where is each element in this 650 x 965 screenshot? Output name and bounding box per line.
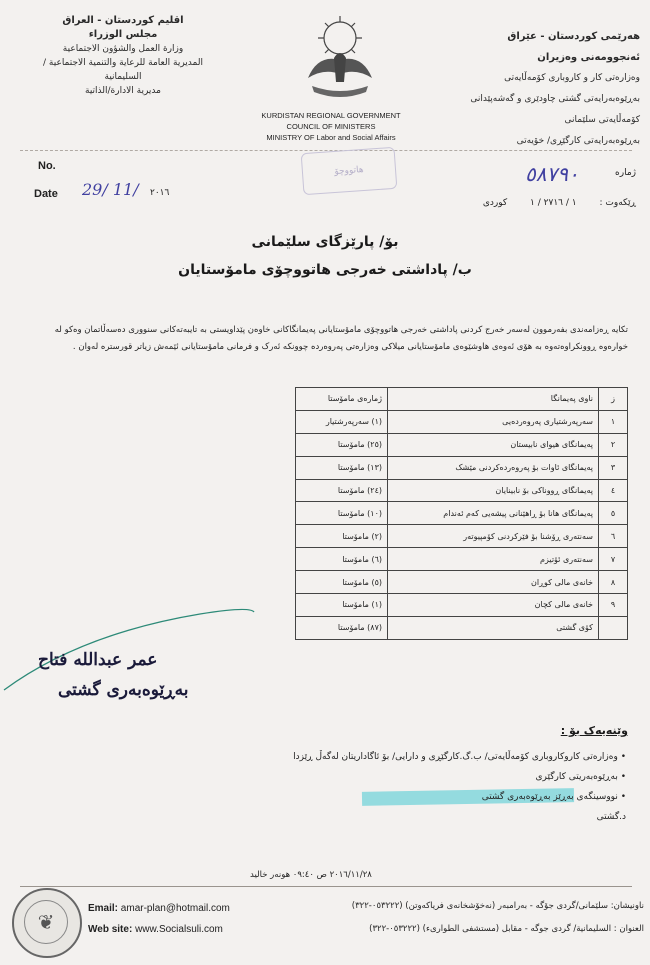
table-row — [296, 548, 628, 571]
table-row — [296, 525, 628, 548]
table-row — [296, 433, 628, 456]
header-left-line: مجلس الوزراء — [88, 29, 158, 40]
row-number-cell: ١ — [599, 410, 628, 433]
institute-name-cell: پەیمانگای هانا بۆ ڕاهێنانی پیشەیی کەم ئەندام — [388, 502, 599, 525]
teacher-count-cell: (١) مامۆستا — [296, 594, 388, 617]
header-left-line: المديرية العامة للرعاية والتنمية الاجتماعية / — [43, 58, 203, 68]
teacher-count-cell: (٦) مامۆستا — [296, 548, 388, 571]
footer-address-arabic: العنوان : السليمانية/ گردی جوگە - مقابل (مستشفى الطوارىء) (٠٥٣٢٢٢-٣٢٢) — [369, 924, 644, 934]
header-arabic — [8, 14, 238, 98]
header-right-line: کۆمەڵایەتی سلێمانی — [564, 115, 640, 125]
teacher-count-cell: (٢٤) مامۆستا — [296, 479, 388, 502]
footer-email: Email: amar-plan@hotmail.com — [88, 903, 230, 914]
teacher-count-cell: (٢٥) مامۆستا — [296, 433, 388, 456]
reference-date-value: ١ / ٢٧١٦ / ١ — [530, 198, 577, 208]
row-number-cell: ٢ — [599, 433, 628, 456]
table-row — [296, 502, 628, 525]
teacher-count-cell: (٢) مامۆستا — [296, 525, 388, 548]
header-right-line: وەزارەتی کار و کاروباری کۆمەڵایەتی — [504, 73, 640, 83]
institute-name-cell: پەیمانگای هیوای نابیستان — [388, 433, 599, 456]
print-timestamp: ٢٠١٦/١١/٢٨ ص ٠٩:٤٠ هونەر خالید — [250, 870, 372, 880]
table-row — [296, 594, 628, 617]
letter-subject: ب/ پاداشتی خەرجی هاتووچۆی مامۆستایان — [178, 262, 472, 278]
reference-number-handwritten: ٥٨٧٩٠ — [525, 162, 579, 186]
institute-name-cell: پەیمانگای ڕووناکی بۆ نابینایان — [388, 479, 599, 502]
table-row — [296, 456, 628, 479]
copy-item: د.گشتی — [596, 812, 626, 822]
reference-date-row — [483, 198, 636, 208]
header-right-line: بەڕێوەبەرایەتی کارگێڕی/ خۆیەتی — [516, 136, 640, 146]
date-handwritten: 29/ 11/ — [82, 180, 139, 199]
eagle-sun-emblem-icon — [298, 12, 383, 102]
signatory-title: بەڕێوەبەری گشتی — [58, 680, 189, 700]
institute-name-cell: ناوی پەیمانگا — [388, 388, 599, 411]
teacher-count-cell: (١٠) مامۆستا — [296, 502, 388, 525]
row-number-cell: ز — [599, 388, 628, 411]
addressee-to: بۆ/ پارێزگای سلێمانی — [251, 234, 399, 250]
teacher-count-cell: (٨٧) مامۆستا — [296, 616, 388, 639]
institute-name-cell: سەنتەری ئۆتیزم — [388, 548, 599, 571]
gov-line: COUNCIL OF MINISTERS — [286, 122, 376, 131]
government-title — [236, 110, 426, 143]
teacher-count-cell: ژمارەی مامۆستا — [296, 388, 388, 411]
teacher-count-cell: (١) سەرپەرشتیار — [296, 410, 388, 433]
row-number-cell: ٩ — [599, 594, 628, 617]
reference-date-label: ڕێکەوت : — [599, 198, 636, 208]
body-paragraph: تکایە ڕەزامەندی بفەرموون لەسەر خەرج کردنی پاداشتی خەرجی هاتووچۆی مامۆستایانی پەیمانگاکانی خاوەن پێداویستی بە تایبەتەکانی سنووری دەسەڵاتمان وەکو لە خوارەوە ڕوونکراوەتەوە بە هۆی ئەوەی هاوشێوەی مامۆستایانی میلاکی وەزارەتی پەروەردە چوونکە ئەرک و فرمانی مامۆستایانی ئێمەش زیاتر قورسترە لەوان . — [54, 325, 628, 352]
table-row — [296, 410, 628, 433]
received-stamp: هاتووچۆ — [301, 147, 398, 195]
table-header-row — [296, 388, 628, 411]
institutes-table — [295, 387, 628, 640]
signatory-name: عمر عبدالله فتاح — [38, 650, 158, 670]
header-left-line: اقليم كوردستان - العراق — [62, 15, 184, 26]
header-right-line: ئەنجوومەنی وەزیران — [537, 52, 640, 63]
header-left-line: وزارة العمل والشؤون الاجتماعية — [62, 44, 184, 54]
row-number-cell: ٦ — [599, 525, 628, 548]
row-number-cell: ٣ — [599, 456, 628, 479]
copy-item: • بەڕێوەبەریتی کارگێری — [535, 772, 626, 782]
row-number-cell: ٨ — [599, 571, 628, 594]
institute-name-cell: کۆی گشتی — [388, 616, 599, 639]
gov-line: MINISTRY OF Labor and Social Affairs — [266, 133, 396, 142]
footer-address-kurdish: ناونیشان: سلێمانی/گردی جۆگە - بەرامبەر (نەخۆشخانەی فریاکەوتن) (٠٥٣٢٢٢-٣٢٢) — [351, 901, 644, 911]
header-right-line: هەرێمی کوردستان - عێراق — [507, 31, 640, 42]
teacher-count-cell: (١٣) مامۆستا — [296, 456, 388, 479]
copies-title: وێنەیەک بۆ : — [560, 724, 628, 737]
table-row — [296, 571, 628, 594]
table-row — [296, 616, 628, 639]
institute-name-cell: سەرپەرشتیاری پەروەردەیی — [388, 410, 599, 433]
copy-item: • نووسینگەی بەڕێز بەڕێوەبەری گشتی — [481, 792, 626, 802]
reference-date-suffix: کوردی — [482, 198, 508, 208]
row-number-cell: ٤ — [599, 479, 628, 502]
table-row — [296, 479, 628, 502]
institute-name-cell: سەنتەری ڕۆشنا بۆ فێرکردنی کۆمپیوتەر — [388, 525, 599, 548]
ministry-seal-icon: ❦ — [12, 888, 82, 958]
header-left-line: السليمانية — [104, 72, 142, 82]
date-label: Date — [34, 188, 58, 200]
header-kurdish — [425, 26, 640, 152]
footer-website: Web site: www.Socialsuli.com — [88, 924, 223, 935]
row-number-cell: ٥ — [599, 502, 628, 525]
no-label: No. — [38, 160, 56, 172]
date-year: ٢٠١٦ — [150, 188, 170, 198]
reference-number-label: ژمارە — [615, 168, 636, 178]
gov-line: KURDISTAN REGIONAL GOVERNMENT — [261, 111, 401, 120]
teacher-count-cell: (٥) مامۆستا — [296, 571, 388, 594]
row-number-cell — [599, 616, 628, 639]
institute-name-cell: خانەی مالی کوڕان — [388, 571, 599, 594]
copy-item: • وەزارەتی کاروکاروباری کۆمەڵایەتی/ ب.گ.کارگێڕی و دارایی/ بۆ ئاگاداریتان لەگەڵ ڕێزدا — [293, 752, 626, 762]
row-number-cell: ٧ — [599, 548, 628, 571]
institute-name-cell: پەیمانگای ئاوات بۆ پەروەردەکردنی مێشک — [388, 456, 599, 479]
footer-divider — [20, 886, 632, 887]
institute-name-cell: خانەی مالی کچان — [388, 594, 599, 617]
header-left-line: مديرية الادارة/الذاتية — [85, 86, 161, 96]
header-right-line: بەڕێوەبەرایەتی گشتی چاودێری و گەشەپێدانی — [470, 94, 640, 104]
